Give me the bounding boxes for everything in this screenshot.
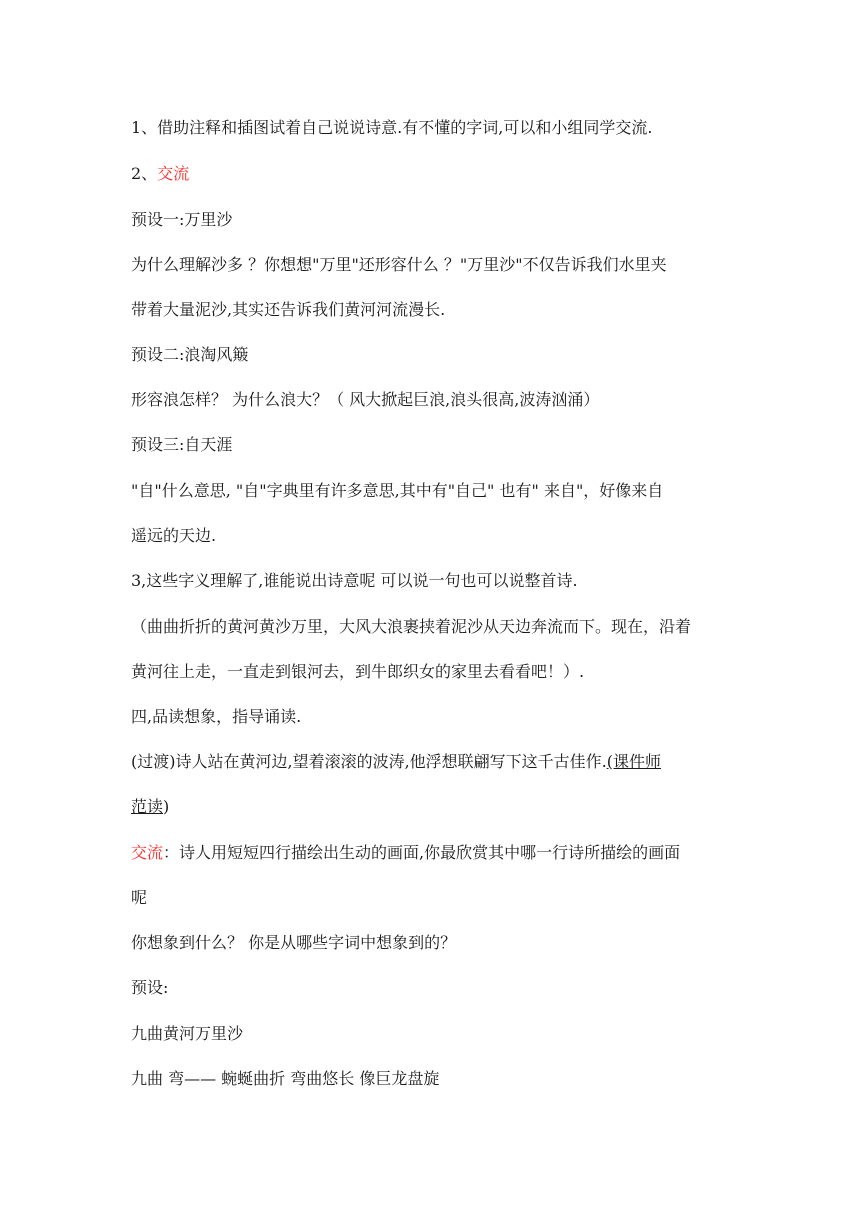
courseware-reading-note: (课件师 — [606, 752, 661, 771]
highlight-jiaoliu-2: 交流 — [131, 843, 164, 862]
poem-meaning-line-2: 黄河往上走，一直走到银河去，到牛郎织女的家里去看看吧！）. — [131, 662, 585, 681]
step-2-heading: 2、交流 — [131, 164, 190, 183]
preset-1-title: 预设一:万里沙 — [131, 210, 233, 229]
preset-3-title: 预设三:自天涯 — [131, 435, 233, 454]
preset-1-text-line-2: 带着大量泥沙,其实还告诉我们黄河河流漫长. — [131, 300, 446, 319]
transition-line-2: 范读) — [131, 797, 170, 816]
transition-line-1: (过渡)诗人站在黄河边,望着滚滚的波涛,他浮想联翩写下这千古佳作.(课件师 — [131, 752, 661, 771]
preset-3-text-line-1: "自"什么意思, "自"字典里有许多意思,其中有"自己" 也有" 来自"，好像来自 — [131, 481, 664, 500]
highlight-jiaoliu: 交流 — [157, 164, 190, 183]
jiuqu-explanation: 九曲 弯—— 蜿蜒曲折 弯曲悠长 像巨龙盘旋 — [131, 1069, 440, 1088]
poem-meaning-line-1: （曲曲折折的黄河黄沙万里，大风大浪裹挟着泥沙从天边奔流而下。现在，沿着 — [131, 617, 692, 636]
preset-label: 预设: — [131, 978, 169, 997]
preset-1-text-line-1: 为什么理解沙多 ？你想想"万里"还形容什么 ？"万里沙"不仅告诉我们水里夹 — [131, 255, 667, 274]
preset-2-text: 形容浪怎样？ 为什么浪大？（ 风大掀起巨浪,浪头很高,波涛汹涌） — [131, 390, 600, 409]
courseware-reading-note-continued: 范读 — [131, 797, 164, 816]
exchange-line-1: 交流：诗人用短短四行描绘出生动的画面,你最欣赏其中哪一行诗所描绘的画面 — [131, 843, 681, 862]
preset-3-text-line-2: 遥远的天边. — [131, 526, 217, 545]
exchange-line-2: 呢 — [131, 888, 148, 907]
preset-2-title: 预设二:浪淘风簸 — [131, 345, 249, 364]
step-3-text: 3,这些字义理解了,谁能说出诗意呢 可以说一句也可以说整首诗. — [131, 571, 578, 590]
imagination-question: 你想象到什么？ 你是从哪些字词中想象到的？ — [131, 933, 457, 952]
step-1-text: 1、借助注释和插图试着自己说说诗意.有不懂的字词,可以和小组同学交流. — [131, 118, 653, 137]
poem-line: 九曲黄河万里沙 — [131, 1024, 244, 1043]
section-4-heading: 四,品读想象，指导诵读. — [131, 707, 302, 726]
